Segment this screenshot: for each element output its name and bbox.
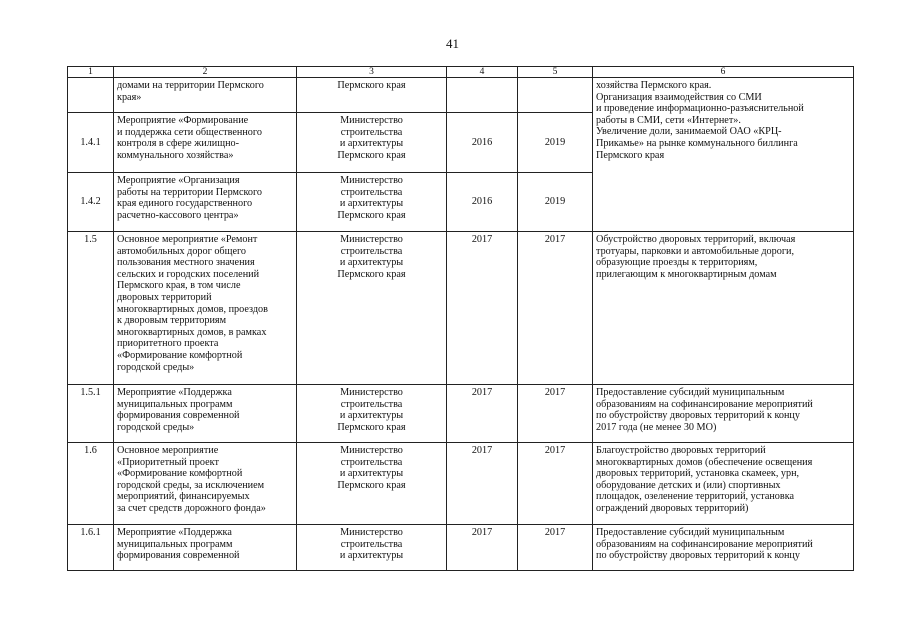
- column-header-2: 2: [114, 67, 297, 78]
- responsible-org: Министерство строительства и архитектуры Пермского края: [297, 443, 447, 525]
- end-year: 2019: [518, 113, 593, 173]
- column-header-5: 5: [518, 67, 593, 78]
- table-row: [68, 525, 854, 571]
- measure-name: Мероприятие «Организация работы на территории Пермского края единого государственного расчетно-кассового центра»: [114, 173, 297, 232]
- expected-result: Благоустройство дворовых территорий многоквартирных домов (обеспечение освещения дворовых территорий, установка скамеек, урн, оборудование детских и (или) спортивных площадок, озеленение территорий, установка ограждений дворовых территорий): [593, 443, 854, 525]
- table-row: [68, 78, 854, 113]
- column-header-4: 4: [447, 67, 518, 78]
- measure-name: домами на территории Пермского края»: [114, 78, 297, 113]
- row-number: 1.4.2: [68, 173, 114, 232]
- row-number: 1.5.1: [68, 385, 114, 443]
- table-row: [68, 443, 854, 525]
- end-year: [518, 78, 593, 113]
- start-year: 2016: [447, 113, 518, 173]
- row-number: 1.4.1: [68, 113, 114, 173]
- measure-name: Основное мероприятие «Ремонт автомобильных дорог общего пользования местного значения сельских и городских поселений Пермского края, в том числе дворовых территорий многоквартирных домов, проездов к дворовым территориям многоквартирных домов, в рамках приоритетного проекта «Формирование комфортной городской среды»: [114, 232, 297, 385]
- program-table: [67, 66, 854, 571]
- start-year: 2017: [447, 525, 518, 571]
- start-year: 2017: [447, 443, 518, 525]
- start-year: 2016: [447, 173, 518, 232]
- expected-result: Предоставление субсидий муниципальным образованиям на софинансирование мероприятий по обустройству дворовых территорий к концу: [593, 525, 854, 571]
- responsible-org: Пермского края: [297, 78, 447, 113]
- measure-name: Основное мероприятие «Приоритетный проект «Формирование комфортной городской среды, за исключением мероприятий, финансируемых за счет средств дорожного фонда»: [114, 443, 297, 525]
- expected-result: Обустройство дворовых территорий, включая тротуары, парковки и автомобильные дороги, образующие проезды к территориям, прилегающим к многоквартирным домам: [593, 232, 854, 385]
- expected-result: Предоставление субсидий муниципальным образованиям на софинансирование мероприятий по обустройству дворовых территорий к концу 2017 года (не менее 30 МО): [593, 385, 854, 443]
- responsible-org: Министерство строительства и архитектуры Пермского края: [297, 173, 447, 232]
- responsible-org: Министерство строительства и архитектуры Пермского края: [297, 232, 447, 385]
- expected-result: хозяйства Пермского края. Организация взаимодействия со СМИ и проведение информационно-разъяснительной работы в СМИ, сети «Интернет». Увеличение доли, занимаемой ОАО «КРЦ- Прикамье» на рынке коммунального биллинга Пермского края: [593, 78, 854, 232]
- row-number: 1.5: [68, 232, 114, 385]
- row-number: 1.6.1: [68, 525, 114, 571]
- start-year: [447, 78, 518, 113]
- end-year: 2017: [518, 232, 593, 385]
- end-year: 2017: [518, 443, 593, 525]
- start-year: 2017: [447, 385, 518, 443]
- end-year: 2019: [518, 173, 593, 232]
- measure-name: Мероприятие «Формирование и поддержка сети общественного контроля в сфере жилищно- коммунального хозяйства»: [114, 113, 297, 173]
- start-year: 2017: [447, 232, 518, 385]
- end-year: 2017: [518, 385, 593, 443]
- responsible-org: Министерство строительства и архитектуры Пермского края: [297, 113, 447, 173]
- responsible-org: Министерство строительства и архитектуры: [297, 525, 447, 571]
- row-number: 1.6: [68, 443, 114, 525]
- measure-name: Мероприятие «Поддержка муниципальных программ формирования современной: [114, 525, 297, 571]
- column-header-6: 6: [593, 67, 854, 78]
- end-year: 2017: [518, 525, 593, 571]
- column-header-3: 3: [297, 67, 447, 78]
- row-number: [68, 78, 114, 113]
- table-row: [68, 385, 854, 443]
- page-number: 41: [446, 36, 459, 51]
- column-number-row: [68, 67, 854, 78]
- responsible-org: Министерство строительства и архитектуры Пермского края: [297, 385, 447, 443]
- table-row: [68, 232, 854, 385]
- column-header-1: 1: [68, 67, 114, 78]
- measure-name: Мероприятие «Поддержка муниципальных программ формирования современной городской среды»: [114, 385, 297, 443]
